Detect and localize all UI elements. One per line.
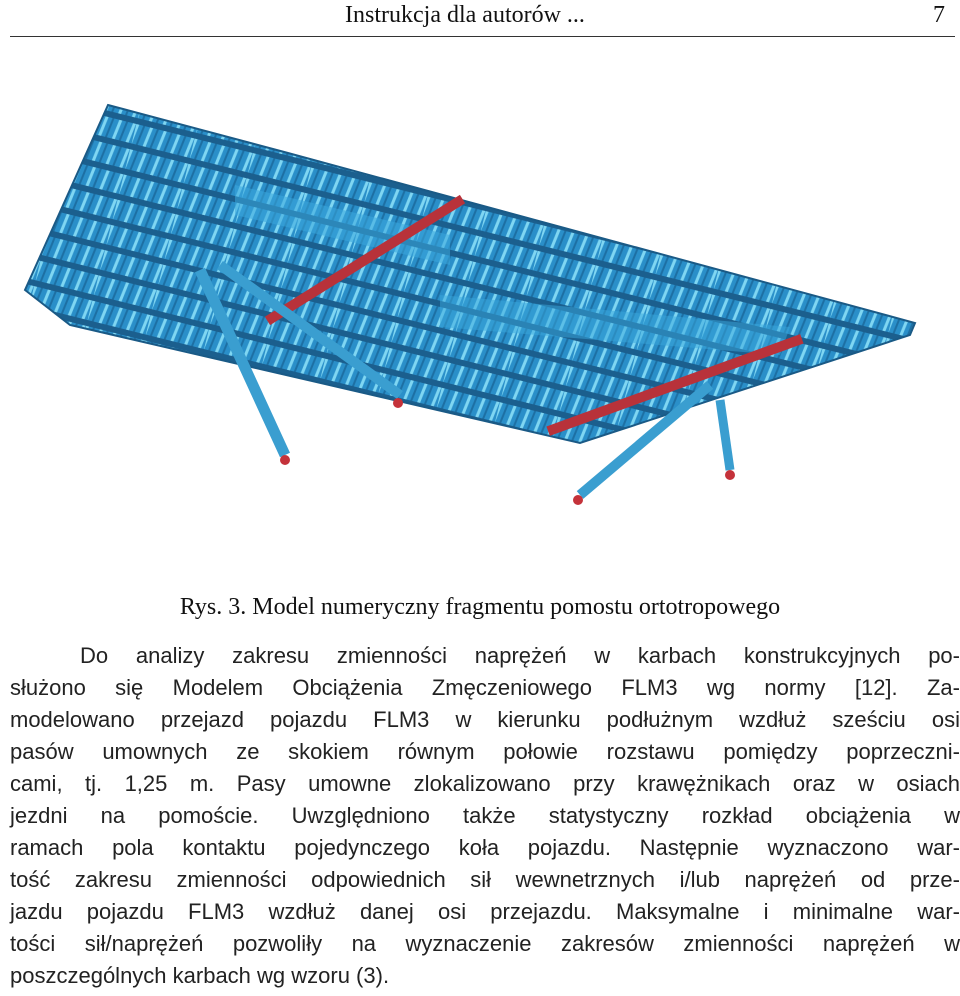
support-2 xyxy=(393,398,403,408)
deck-plate xyxy=(25,105,915,443)
text-line: jezdni na pomoście. Uwzględniono także statystyczny rozkład obciążenia w xyxy=(10,803,960,828)
figure-caption: Rys. 3. Model numeryczny fragmentu pomostu ortotropowego xyxy=(179,594,781,620)
support-3 xyxy=(573,495,583,505)
text-line: Do analizy zakresu zmienności naprężeń w karbach konstrukcyjnych po- xyxy=(80,643,960,668)
page-number: 7 xyxy=(933,2,945,28)
text-line: tości sił/naprężeń pozwoliły na wyznaczenie zakresów zmienności naprężeń w xyxy=(10,931,960,956)
text-line: tość zakresu zmienności odpowiednich sił wewnetrznych i/lub naprężeń od prze- xyxy=(10,867,960,892)
text-line: służono się Modelem Obciążenia Zmęczeniowego FLM3 wg normy [12]. Za- xyxy=(10,675,960,700)
text-line: cami, tj. 1,25 m. Pasy umowne zlokalizowano przy krawężnikach oraz w osiach xyxy=(10,771,960,796)
support-1 xyxy=(280,455,290,465)
text-line: modelowano przejazd pojazdu FLM3 w kierunku podłużnym wzdłuż sześciu osi xyxy=(10,707,960,732)
text-line: poszczególnych karbach wg wzoru (3). xyxy=(10,963,390,988)
bridge-deck-model-image xyxy=(20,95,920,515)
bridge-deck-figure xyxy=(20,95,920,515)
running-title: Instrukcja dla autorów ... xyxy=(345,2,585,28)
page-header xyxy=(0,0,960,38)
text-line: jazdu pojazdu FLM3 wzdłuż danej osi przejazdu. Maksymalne i minimalne war- xyxy=(10,899,960,924)
body-paragraph xyxy=(10,640,960,992)
text-line: pasów umownych ze skokiem równym połowie rozstawu pomiędzy poprzeczni- xyxy=(10,739,960,764)
header-rule xyxy=(10,36,955,37)
strut-4 xyxy=(720,400,730,470)
text-line: ramach pola kontaktu pojedynczego koła pojazdu. Następnie wyznaczono war- xyxy=(10,835,960,860)
support-4 xyxy=(725,470,735,480)
